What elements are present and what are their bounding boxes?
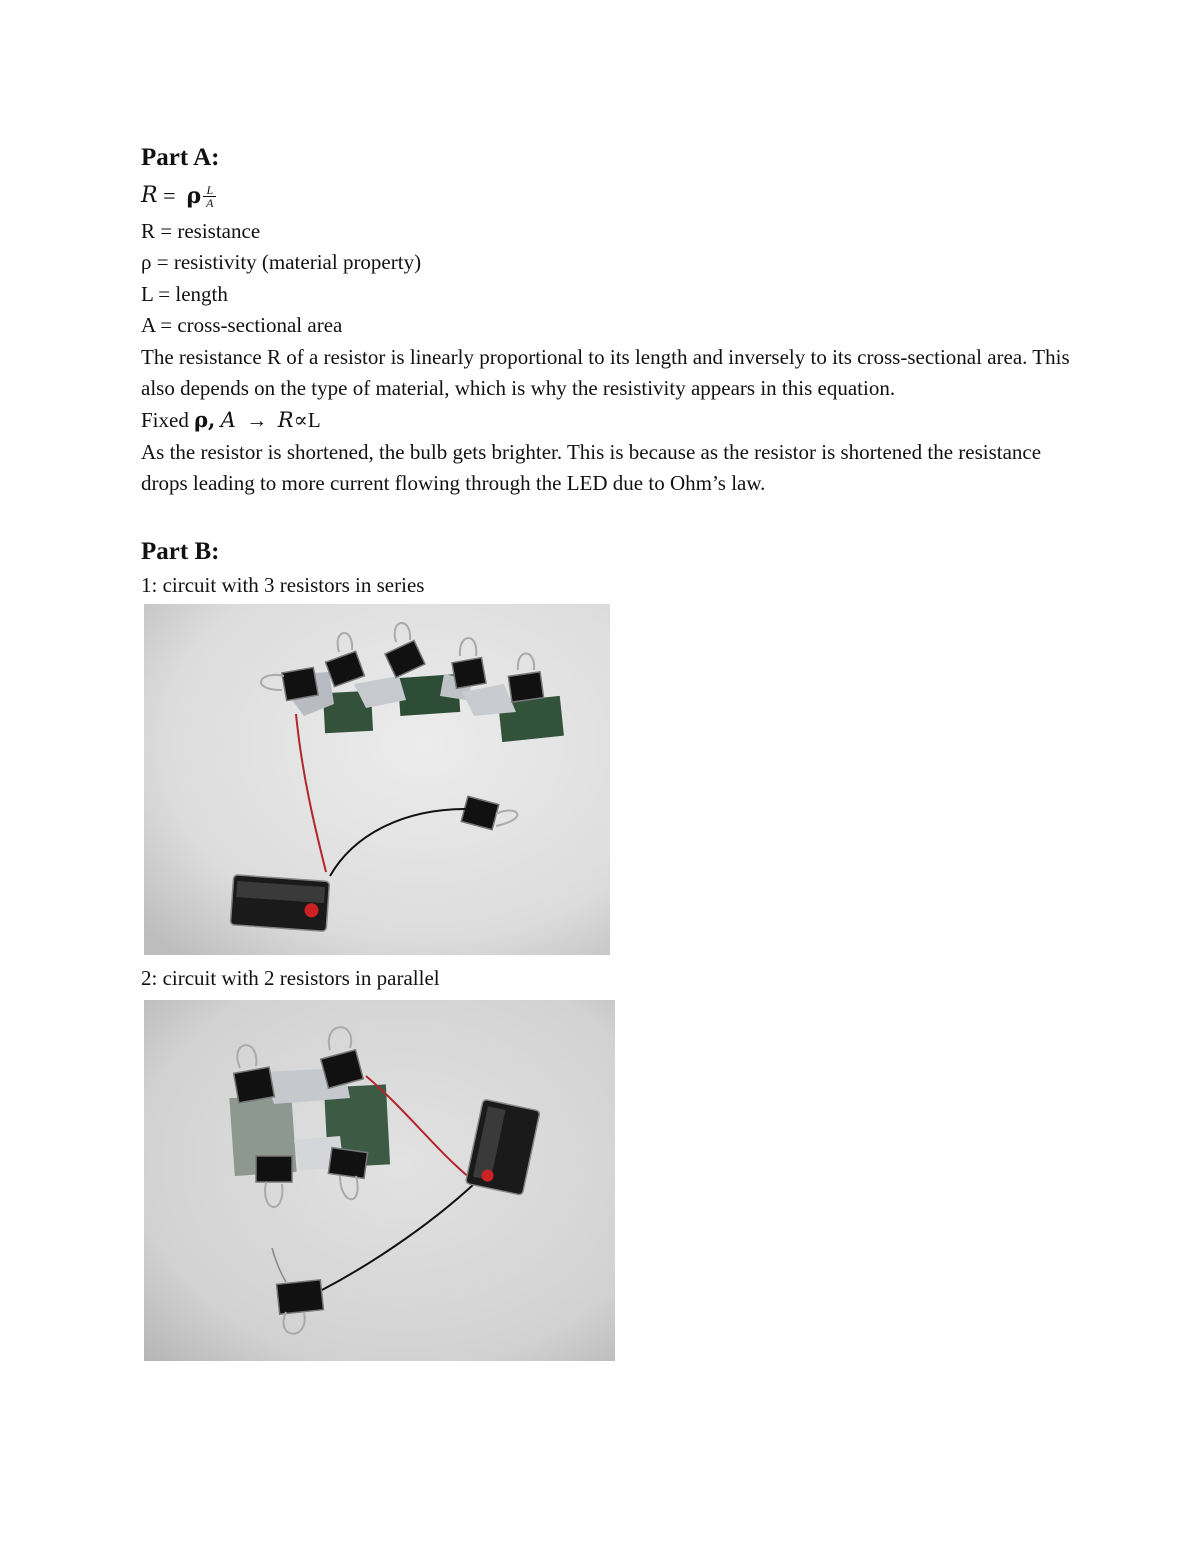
formula-denominator: A (206, 195, 214, 210)
definition-a: A = cross-sectional area (141, 313, 343, 338)
fixed-rho: ρ, (194, 407, 216, 433)
series-circuit-photo (144, 604, 610, 955)
parallel-circuit-photo (144, 1000, 615, 1361)
document-page (141, 140, 1081, 1369)
definition-r: R = resistance (141, 219, 261, 243)
parallel-caption: 2: circuit with 2 resistors in parallel (141, 966, 440, 991)
definition-rho: ρ = resistivity (material property) (141, 250, 422, 275)
fixed-arrow: → (246, 408, 268, 433)
formula-lhs: R (141, 183, 158, 208)
explanation-paragraph: The resistance R of a resistor is linearly proportional to its length and inversely to its cross-sectional area. This also depends on the type of material, which is why the resistivity appears in this equation. (141, 344, 1070, 401)
formula-fraction (203, 184, 216, 209)
fixed-r: R (277, 408, 294, 433)
formula-numerator: L (203, 184, 216, 197)
fixed-label: Fixed (141, 408, 189, 433)
series-caption: 1: circuit with 3 resistors in series (141, 572, 425, 597)
formula-equals: = (163, 183, 176, 208)
brightness-paragraph: As the resistor is shortened, the bulb gets brighter. This is because as the resistor is shortened the resistance drops leading to more current flowing through the LED due to Ohm’s law. (141, 439, 1042, 496)
fixed-relation (141, 404, 1081, 436)
part-b-heading: Part B: (141, 537, 220, 565)
part-a-heading: Part A: (141, 144, 220, 171)
fixed-a: A (220, 408, 236, 433)
fixed-proportional: ∝L (293, 408, 321, 433)
definition-l: L = length (141, 281, 228, 306)
resistance-formula (141, 176, 1081, 216)
formula-rho: ρ (186, 183, 202, 209)
